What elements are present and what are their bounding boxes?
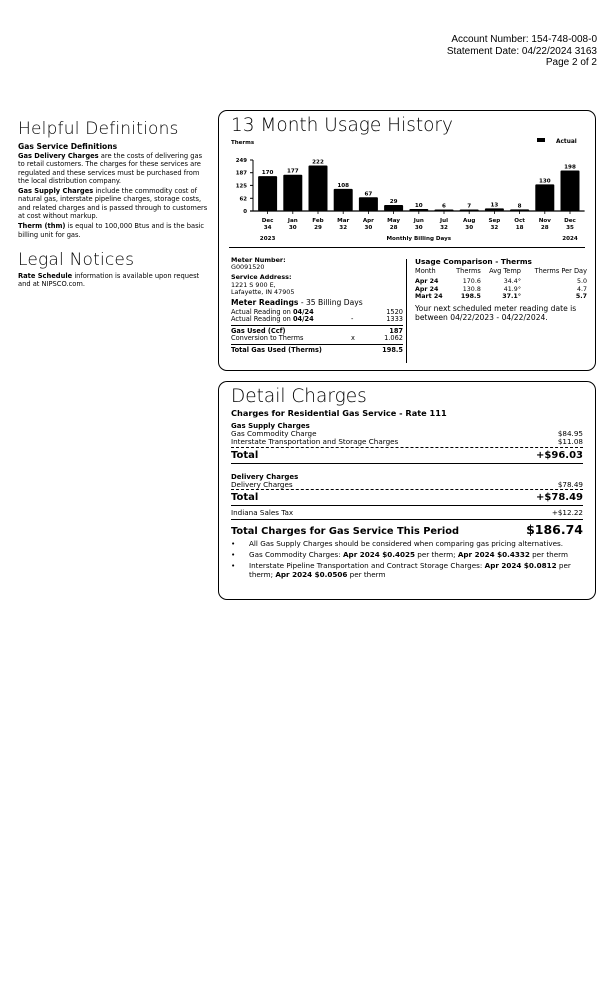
billing-days-label: 28 (540, 225, 549, 231)
column-divider (406, 259, 407, 363)
bar-value-label: 13 (490, 202, 499, 209)
charge-amount: $11.08 (557, 436, 583, 446)
definition-text: is equal to 100,000 Btus and is the basic billing unit for gas. (18, 222, 205, 239)
next-reading-note: Your next scheduled meter reading date is between 04/22/2023 - 04/22/2024. (415, 304, 577, 323)
rate-subtitle: Charges for Residential Gas Service - Rate 111 (231, 408, 447, 418)
x-tick-label: Nov (538, 218, 551, 224)
billing-days-label: 32 (339, 225, 348, 231)
table-row (415, 278, 587, 285)
page-number: Page 2 of 2 (545, 57, 597, 68)
supply-total-row (231, 450, 583, 462)
service-address-label: Service Address: (231, 273, 292, 282)
charge-label: Gas Commodity Charge (231, 429, 317, 438)
note-text: Apr 2024 $0.4025 (342, 550, 415, 560)
bar-sep (485, 208, 504, 211)
reading-label: Actual Reading on (231, 308, 293, 317)
y-tick-label: 187 (235, 170, 247, 177)
dashed-divider (231, 489, 583, 490)
tax-row (231, 508, 583, 517)
tax-amount: +$12.22 (551, 508, 583, 518)
legend-label: Actual (556, 139, 577, 145)
conversion-value: 1.062 (384, 334, 403, 343)
definition-item (18, 152, 210, 185)
billing-days-label: 32 (440, 225, 448, 231)
row-per-day: 4.7 (576, 285, 587, 293)
usage-comparison (415, 257, 587, 322)
usage-comparison-title: Usage Comparison - Therms (415, 257, 532, 266)
total-label: Total (231, 449, 259, 461)
rule (231, 344, 403, 345)
divider (231, 505, 583, 506)
charge-label: Delivery Charges (231, 479, 293, 489)
row-month: Mart 24 (415, 292, 443, 300)
note-text: per therm; (249, 560, 571, 579)
grand-total-label: Total Charges for Gas Service This Period (231, 526, 459, 538)
meter-reading-row (231, 316, 403, 323)
note-text: All Gas Supply Charges should be considered when comparing gas pricing alternatives. (249, 539, 564, 549)
total-gas-row (231, 347, 403, 354)
bar-oct (510, 209, 529, 211)
y-axis-label: Therms (231, 140, 255, 146)
note-item (231, 562, 583, 580)
x-tick-label: Jan (287, 218, 298, 224)
reading-operator: - (351, 315, 354, 324)
bar-feb (309, 166, 328, 211)
conversion-row (231, 335, 403, 342)
x-axis-label: Monthly Billing Days (386, 236, 452, 242)
charge-amount: $78.49 (557, 479, 583, 489)
note-item (231, 551, 583, 560)
bar-apr (359, 197, 378, 211)
reading-value: 1520 (386, 308, 403, 317)
conversion-operator: x (351, 334, 355, 343)
y-tick-label: 125 (235, 183, 247, 190)
billing-days-label: 35 (566, 225, 574, 231)
bar-dec (258, 176, 277, 211)
row-avg-temp: 41.9° (503, 285, 521, 293)
column-header: Therms Per Day (534, 267, 587, 275)
usage-history-card (218, 110, 596, 371)
usage-chart (219, 111, 597, 251)
y-tick-label: 62 (239, 196, 247, 203)
x-tick-label: Dec (564, 218, 576, 224)
grand-total-amount: $186.74 (526, 522, 583, 538)
legal-term: Rate Schedule (18, 271, 73, 280)
account-number: Account Number: 154-748-008-0 (451, 34, 597, 45)
meter-readings-title-bold: Meter Readings (231, 298, 299, 308)
year-end-label: 2024 (562, 236, 578, 242)
bullet-icon: • (231, 560, 236, 570)
statement-header (447, 34, 597, 69)
note-text: Gas Commodity Charges: (249, 550, 343, 560)
legal-body: information is available upon request and at NIPSCO.com. (18, 271, 200, 289)
billing-days-label: 29 (314, 225, 322, 231)
x-tick-label: Feb (312, 218, 324, 224)
definition-text: are the costs of delivering gas to retail customers. The charges for these services are regulated and these services must be purchased from the local distribution company. (18, 152, 203, 185)
total-amount: +$96.03 (536, 449, 583, 461)
gas-used-value: 187 (389, 327, 403, 336)
row-avg-temp: 37.1° (502, 292, 521, 300)
tax-label: Indiana Sales Tax (231, 508, 294, 518)
x-tick-label: May (387, 218, 401, 224)
bar-value-label: 6 (442, 203, 446, 210)
row-therms: 170.6 (462, 278, 481, 286)
row-per-day: 5.0 (576, 278, 587, 286)
year-start-label: 2023 (259, 236, 276, 242)
table-row (415, 293, 587, 300)
charge-row (231, 481, 583, 489)
note-text: per therm (347, 569, 386, 579)
note-item (231, 540, 583, 549)
definitions-subtitle: Gas Service Definitions (18, 142, 118, 151)
bar-may (384, 205, 403, 211)
row-avg-temp: 34.4° (503, 278, 521, 286)
meter-info (231, 257, 403, 354)
gas-used-label: Gas Used (Ccf) (231, 327, 286, 336)
total-gas-label: Total Gas Used (Therms) (231, 346, 322, 355)
detail-charges-card (218, 381, 596, 600)
legal-title: Legal Notices (18, 249, 135, 270)
note-text: per therm (529, 550, 568, 560)
x-tick-label: Oct (514, 218, 525, 224)
bar-value-label: 8 (517, 203, 522, 210)
x-tick-label: Dec (261, 218, 274, 224)
bar-value-label: 170 (261, 170, 274, 177)
divider (231, 463, 583, 464)
legal-text (18, 272, 210, 289)
reading-date: 04/24 (292, 308, 314, 317)
delivery-total-row (231, 492, 583, 504)
total-label: Total (231, 492, 259, 504)
charge-row (231, 438, 583, 446)
bar-aug (460, 210, 479, 212)
definition-term: Gas Supply Charges (18, 187, 94, 196)
y-tick-label: 249 (235, 158, 247, 164)
bar-jan (283, 175, 302, 211)
table-header-row (415, 268, 587, 278)
billing-days-label: 18 (515, 225, 524, 231)
definitions-title: Helpful Definitions (18, 119, 179, 139)
meter-readings-days: - 35 Billing Days (298, 298, 363, 308)
table-row (415, 286, 587, 293)
bar-mar (334, 189, 353, 211)
meter-number-label: Meter Number: (231, 256, 286, 264)
x-tick-label: Jun (413, 218, 424, 224)
conversion-label: Conversion to Therms (231, 334, 304, 343)
rule (231, 325, 403, 326)
row-month: Apr 24 (415, 285, 439, 293)
x-tick-label: Sep (488, 218, 501, 224)
divider (231, 519, 583, 520)
billing-days-label: 28 (389, 225, 398, 231)
note-text: Apr 2024 $0.4332 (457, 550, 530, 560)
billing-days-label: 30 (414, 225, 423, 231)
grand-total-row (231, 522, 583, 537)
billing-days-label: 30 (465, 225, 474, 231)
definition-item (18, 222, 210, 239)
note-text: per therm; (414, 550, 458, 560)
x-tick-label: Apr (362, 218, 374, 224)
bar-value-label: 7 (467, 203, 472, 210)
charge-label: Interstate Transportation and Storage Charges (231, 436, 399, 446)
total-gas-value: 198.5 (382, 346, 403, 355)
bar-dec (561, 170, 580, 211)
bar-value-label: 67 (364, 191, 373, 198)
service-address-line1: 1221 S 900 E, (231, 280, 276, 289)
divider (229, 247, 585, 248)
row-therms: 198.5 (460, 292, 481, 300)
billing-days-label: 32 (490, 225, 499, 231)
usage-history-title: 13 Month Usage History (231, 115, 453, 136)
x-tick-label: Mar (337, 218, 350, 224)
reading-value: 1333 (386, 315, 403, 324)
definition-text: include the commodity cost of natural gas, interstate pipeline charges, storage costs, and related charges and is passed through to customers at cost without markup. (18, 187, 208, 221)
charge-notes (231, 540, 583, 579)
meter-number: G0091520 (231, 263, 265, 272)
meter-readings-title (231, 299, 403, 306)
bar-value-label: 29 (389, 199, 398, 206)
legend-swatch (537, 138, 545, 142)
bar-nov (535, 184, 554, 211)
bullet-icon: • (231, 550, 236, 560)
note-text: Apr 2024 $0.0812 (484, 560, 557, 570)
column-header: Month (415, 267, 436, 275)
definition-term: Therm (thm) (18, 222, 66, 231)
x-tick-label: Jul (440, 218, 448, 224)
detail-charges-body (231, 408, 583, 582)
bar-value-label: 108 (337, 182, 350, 189)
delivery-heading: Delivery Charges (231, 472, 299, 481)
column-header: Therms (456, 267, 481, 275)
definition-term: Gas Delivery Charges (18, 152, 99, 160)
bullet-icon: • (231, 539, 236, 549)
definition-item (18, 187, 210, 220)
billing-days-label: 34 (263, 225, 272, 231)
bar-value-label: 222 (312, 159, 324, 166)
bar-value-label: 10 (414, 202, 423, 209)
charge-amount: $84.95 (557, 429, 583, 438)
billing-days-label: 30 (364, 225, 373, 231)
bar-jun (409, 209, 428, 211)
x-tick-label: Aug (463, 218, 476, 224)
row-therms: 130.8 (462, 285, 481, 293)
billing-days-label: 30 (288, 225, 297, 231)
y-tick-label: 0 (243, 209, 247, 215)
supply-heading: Gas Supply Charges (231, 422, 310, 430)
row-month: Apr 24 (415, 278, 439, 286)
statement-date: Statement Date: 04/22/2024 3163 (446, 45, 597, 57)
total-amount: +$78.49 (536, 492, 583, 504)
reading-date: 04/24 (292, 315, 314, 324)
dashed-divider (231, 447, 583, 448)
usage-comparison-table (415, 268, 587, 300)
bar-value-label: 130 (538, 178, 551, 185)
detail-charges-title: Detail Charges (231, 386, 367, 407)
row-per-day: 5.7 (575, 292, 587, 300)
column-header: Avg Temp (489, 267, 521, 275)
left-column (18, 118, 210, 289)
service-address-line2: Lafayette, IN 47905 (231, 287, 295, 296)
note-text: Interstate Pipeline Transportation and Contract Storage Charges: (249, 560, 485, 570)
reading-label: Actual Reading on (231, 315, 293, 324)
bar-jul (435, 210, 454, 212)
bar-value-label: 177 (286, 168, 299, 175)
bar-value-label: 198 (564, 164, 576, 171)
note-text: Apr 2024 $0.0506 (275, 569, 348, 579)
